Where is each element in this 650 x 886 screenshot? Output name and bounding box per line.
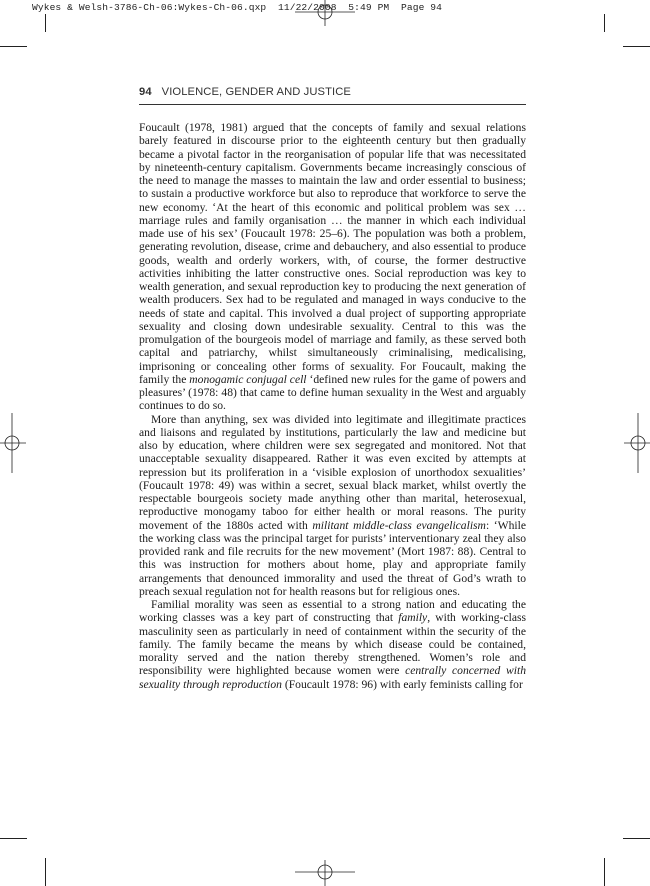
paragraph-emphasis: family [398, 611, 428, 625]
printer-slug: Wykes & Welsh-3786-Ch-06:Wykes-Ch-06.qxp 11/22/2008 5:49 PM Page 94 [32, 2, 443, 13]
paragraph-text: , with working-class masculinity seen as particularly in need of containment within the security of the family. The family became the means by which disease could be contained, morality served and the nation thereby strengthened. Women’s role and responsibility were highlighted because women were [139, 611, 526, 678]
paragraph-emphasis: centrally concerned with sexuality through reproduction [139, 664, 526, 691]
crop-mark-bottom-left-horizontal [0, 838, 27, 839]
crop-mark-bottom-left-vertical [45, 858, 46, 886]
crop-mark-bottom-right-vertical [604, 858, 605, 886]
crop-mark-top-right-vertical [604, 14, 605, 32]
paragraph-1 [139, 121, 526, 413]
paragraph-text: More than anything, sex was divided into legitimate and illegitimate practices and liaisons and regulated by institutions, particularly the law and medicine but also by education, where children were sex segregated and monitored. Not that unacceptable sexuality disappeared. Rather it was even excited by attempts at repression but its proliferation in a ‘visible explosion of unorthodox sexualities’ (Foucault 1978: 49) was within a secret, sexual black market, whilst overtly the respectable bourgeois society made anything other than marital, heterosexual, reproductive monogamy taboo for either health or moral reasons. The purity movement of the 1880s acted with [139, 412, 526, 532]
crop-mark-top-left-vertical [45, 14, 46, 32]
crop-mark-top-left-horizontal [0, 46, 27, 47]
page-number: 94 [139, 86, 152, 98]
registration-mark-left-icon [0, 413, 26, 473]
paragraph-text: Foucault (1978, 1981) argued that the concepts of family and sexual relations barely featured in discourse prior to the eighteenth century but then gradually became a pivotal factor in the reorganisation of popular life that was necessitated by nineteenth-century capitalism. Governments became increasingly conscious of the need to manage the masses to maintain the law and order essential to business; to sustain a productive workforce but also to reproduce that workforce to serve the new economy. ‘At the heart of this economic and political problem was sex … marriage rules and family organisation … the manner in which each individual made use of his sex’ (Foucault 1978: 25–6). The population was both a problem, generating revolution, disease, crime and debauchery, and also essential to produce goods, wealth and orderly workers, with, of course, the former destructive activities inhibiting the latter constructive ones. Social reproduction was key to wealth generation, and sexual reproduction key to producing the next generation of wealth producers. Sex had to be regulated and managed in ways conducive to the needs of state and capital. This involved a dual project of supporting appropriate sexuality and closing down undesirable sexuality. Central to this was the promulgation of the bourgeois model of marriage and family, as these served both capital and patriarchy, whilst simultaneously criminalising, medicalising, imprisoning or concealing other forms of sexuality. For Foucault, making the family the [139, 121, 526, 386]
body-text [139, 121, 526, 691]
paragraph-emphasis: monogamic conjugal cell [189, 372, 307, 386]
registration-mark-right-icon [624, 413, 650, 473]
running-head-rule [139, 104, 526, 105]
registration-mark-bottom-icon [295, 860, 355, 886]
paragraph-text: ‘defined new rules for the game of powers and pleasures’ (1978: 48) that came to define human sexuality in the West and arguably continues to do so. [139, 372, 527, 413]
paragraph-2 [139, 413, 526, 599]
crop-mark-bottom-right-horizontal [623, 838, 650, 839]
paragraph-text: Familial morality was seen as essential to a strong nation and educating the working classes was a key part of constructing that [139, 598, 526, 625]
running-head-title: VIOLENCE, GENDER AND JUSTICE [161, 86, 351, 98]
paragraph-emphasis: militant middle-class evangelicalism [312, 518, 486, 532]
paragraph-text: (Foucault 1978: 96) with early feminists calling for [281, 677, 523, 691]
registration-mark-top-icon [295, 0, 355, 26]
crop-mark-top-right-horizontal [623, 46, 650, 47]
paragraph-3 [139, 598, 526, 691]
running-head [139, 86, 526, 98]
paragraph-text: : ‘While the working class was the principal target for purists’ interventionary zeal they also provided rank and file recruits for the new movement’ (Mort 1987: 88). Central to this was instruction for mothers about home, play and appropriate family arrangements that denounced immorality and used the threat of God’s wrath to preach sexual regulation not for health reasons but for religious ones. [139, 518, 526, 598]
